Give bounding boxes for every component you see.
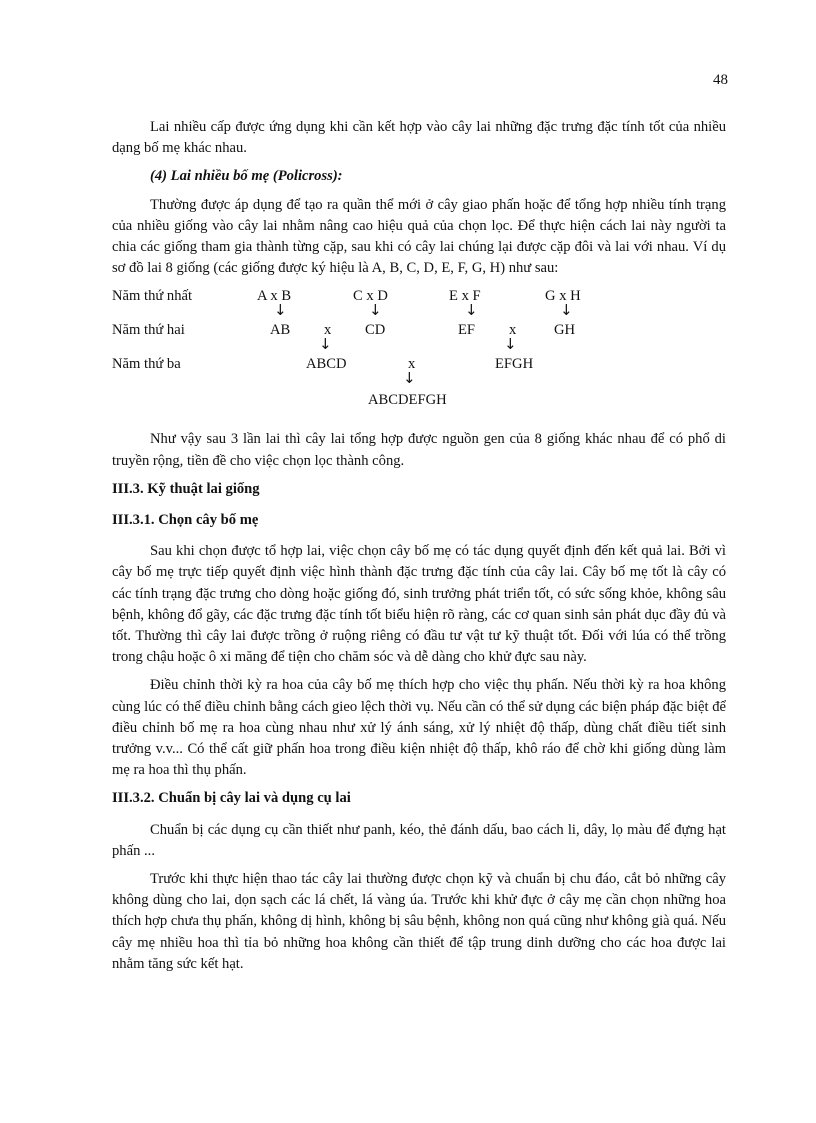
arrow-down-icon: ↓ [319, 335, 332, 354]
diagram-year-2-label: Năm thứ hai [112, 322, 185, 339]
subheading-policross: (4) Lai nhiều bố mẹ (Policross): [150, 168, 343, 185]
arrow-down-icon: ↓ [369, 301, 382, 320]
paragraph-flowering-timing: Điều chỉnh thời kỳ ra hoa của cây bố mẹ thích hợp cho việc thụ phấn. Nếu thời kỳ ra hoa không cùng lúc có thể điều chỉnh bằng cách gieo lệch thời vụ. Nếu cần có thể sử dụng các biện pháp đặc biệt để điều chỉnh bố mẹ ra hoa cùng nhau như xử lý ánh sáng, xử lý nhiệt độ thấp, dùng chất điều tiết sinh trưởng v.v... Có thể cất giữ phấn hoa trong điều kiện nhiệt độ thấp, khô ráo để chờ khi giống dùng làm mẹ ra hoa thì thụ phấn. [112, 677, 726, 779]
diagram-hybrid-ab: AB [270, 322, 291, 339]
heading-iii-3-1: III.3.1. Chọn cây bố mẹ [112, 512, 259, 529]
diagram-cross-sign: x [509, 322, 517, 339]
arrow-down-icon: ↓ [274, 301, 287, 320]
arrow-down-icon: ↓ [560, 301, 573, 320]
arrow-down-icon: ↓ [465, 301, 478, 320]
diagram-cross-gh: G x H [545, 288, 581, 305]
diagram-hybrid-ef: EF [458, 322, 476, 339]
diagram-cross-cd: C x D [353, 288, 388, 305]
diagram-year-1-label: Năm thứ nhất [112, 288, 193, 305]
page-body [112, 117, 726, 975]
paragraph-plant-preparation: Trước khi thực hiện thao tác cây lai thường được chọn kỹ và chuẩn bị chu đáo, cắt bỏ những cây không dùng cho lai, dọn sạch các lá chết, lá vàng úa. Trước khi khử đực ở cây mẹ cần chọn những hoa thích hợp chưa thụ phấn, không dị hình, không bị sâu bệnh, không non quá cũng như không già quá. Nếu cây mẹ nhiều hoa thì tỉa bỏ những hoa không cần thiết để tập trung dinh dưỡng cho các hoa được lai nhằm tăng sức kết hạt. [112, 871, 726, 972]
arrow-down-icon: ↓ [403, 369, 416, 388]
page-number: 48 [713, 72, 728, 88]
diagram-cross-sign: x [324, 322, 332, 339]
heading-iii-3-2: III.3.2. Chuẩn bị cây lai và dụng cụ lai [112, 790, 351, 807]
paragraph-diagram-conclusion: Như vậy sau 3 lần lai thì cây lai tổng hợp được nguồn gen của 8 giống khác nhau để có phổ di truyền rộng, tiền đề cho việc chọn lọc thành công. [112, 431, 726, 469]
arrow-down-icon: ↓ [504, 335, 517, 354]
heading-iii-3: III.3. Kỹ thuật lai giống [112, 480, 260, 497]
paragraph-policross-description: Thường được áp dụng để tạo ra quần thể mới ở cây giao phấn hoặc để tổng hợp nhiều tính trạng của nhiều giống vào cây lai nhằm nâng cao hiệu quả của chọn lọc. Để thực hiện cách lai này người ta chia các giống tham gia thành từng cặp, sau khi có cây lai chúng lại được cặp đôi và lai với nhau. Ví dụ sơ đồ lai 8 giống (các giống được ký hiệu là A, B, C, D, E, F, G, H) như sau: [112, 196, 726, 277]
diagram-hybrid-result: ABCDEFGH [368, 392, 447, 409]
diagram-hybrid-abcd: ABCD [306, 356, 347, 373]
diagram-hybrid-cd: CD [365, 322, 386, 339]
crossing-diagram [112, 286, 726, 423]
diagram-cross-ab: A x B [257, 288, 292, 305]
diagram-cross-sign: x [408, 356, 416, 373]
diagram-hybrid-gh: GH [554, 322, 576, 339]
paragraph-parent-selection: Sau khi chọn được tổ hợp lai, việc chọn cây bố mẹ có tác dụng quyết định đến kết quả lai. Bởi vì cây bố mẹ trực tiếp quyết định việc hình thành đặc trưng đặc tính của cây lai. Cây bố mẹ tốt là cây có các tính trạng đặc trưng cho dòng hoặc giống đó, sinh trưởng phát triển tốt, có sức sống khỏe, không sâu bệnh, không đổ gãy, các đặc trưng đặc tính tốt biểu hiện rõ ràng, các cơ quan sinh sản phát dục đầy đủ và tốt. Thường thì cây lai được trồng ở ruộng riêng có đầu tư vật tư kỹ thuật tốt. Đối với lúa có thể trồng trong chậu hoặc ô xi măng để tiện cho chăm sóc và dễ dàng cho khử đực sau này. [112, 543, 726, 666]
paragraph-multi-level-cross: Lai nhiều cấp được ứng dụng khi cần kết hợp vào cây lai những đặc trưng đặc tính tốt của nhiều dạng bố mẹ khác nhau. [112, 119, 726, 157]
paragraph-tools: Chuẩn bị các dụng cụ cần thiết như panh, kéo, thẻ đánh dấu, bao cách li, dây, lọ màu để đựng hạt phấn ... [112, 821, 726, 859]
diagram-cross-ef: E x F [449, 288, 481, 305]
diagram-year-3-label: Năm thứ ba [112, 356, 181, 373]
diagram-hybrid-efgh: EFGH [495, 356, 534, 373]
